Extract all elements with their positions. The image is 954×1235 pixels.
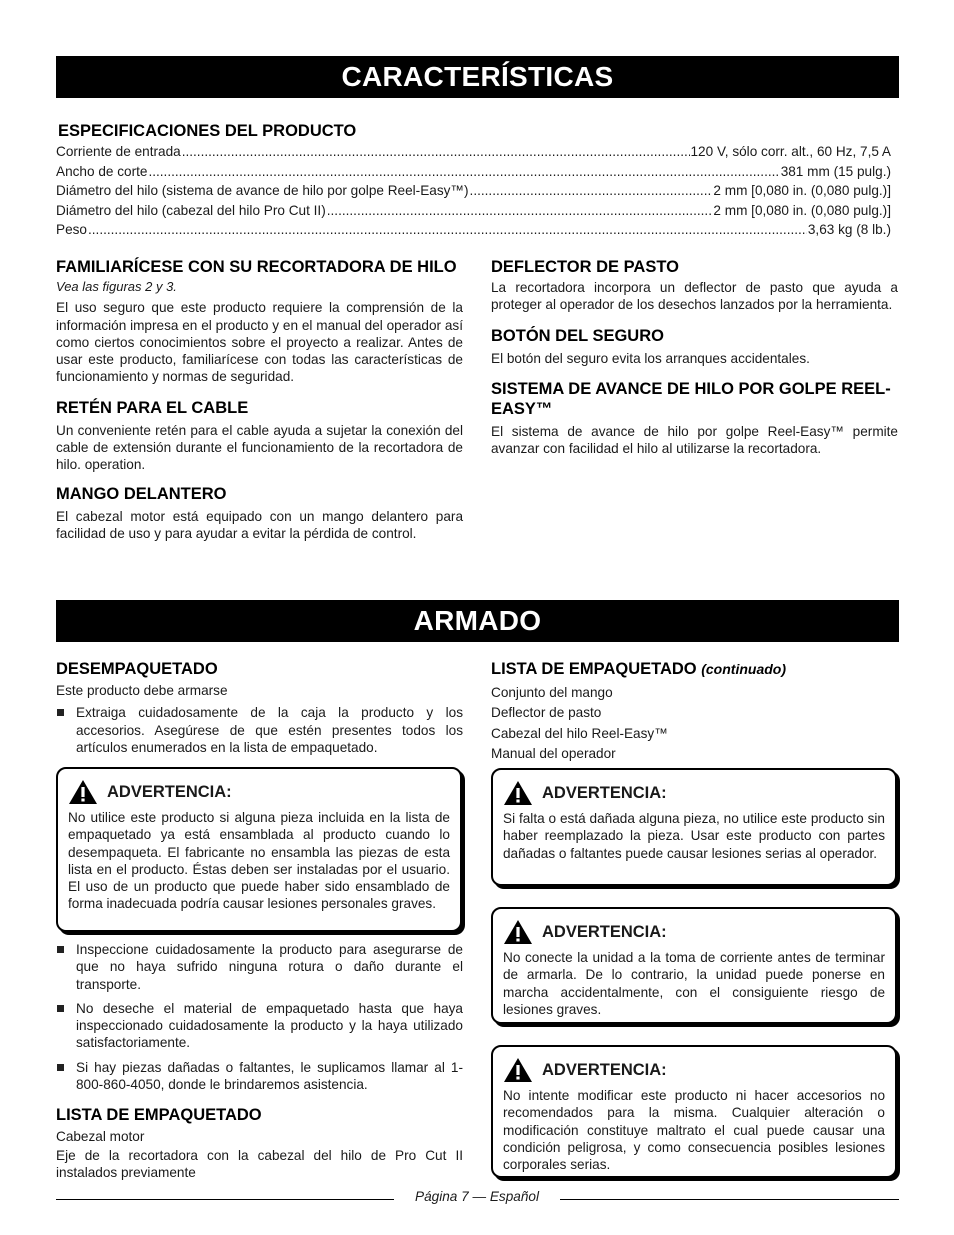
reel-easy-body: El sistema de avance de hilo por golpe Reel-Easy™ permite avanzar con facilidad el hilo al utilizarse la recortadora.	[491, 423, 898, 457]
page-number: Página 7 — Español	[394, 1189, 560, 1204]
warning-triangle-icon	[503, 1057, 533, 1083]
bullet-text: No deseche el material de empaquetado hasta que haya inspeccionado cuidadosamente la producto y la haya utilizado satisfactoriamente.	[76, 1000, 463, 1051]
cord-retainer-body: Un conveniente retén para el cable ayuda a sujetar la conexión del cable de extensión durante el funcionamiento de la recortadora de hilo. operation.	[56, 422, 463, 473]
spec-row	[56, 201, 891, 221]
spec-leader	[182, 142, 690, 162]
spec-row	[56, 181, 891, 201]
warning-box	[491, 1045, 897, 1178]
unpacking-more-bullets	[56, 941, 463, 1181]
bullet-text: Inspeccione cuidadosamente la producto para asegurarse de que no haya sufrido ninguna rotura o daño durante el transporte.	[76, 942, 463, 992]
spec-leader	[470, 181, 713, 201]
packing-list-heading: LISTA DE EMPAQUETADO	[56, 1106, 262, 1125]
packing-list-item: Eje de la recortadora con la cabezal del hilo de Pro Cut II instalados previamente	[56, 1147, 463, 1180]
list-item	[56, 941, 463, 993]
spec-value: 2 mm [0,080 in. (0,080 pulg.)]	[713, 202, 891, 218]
list-item	[56, 1000, 463, 1052]
list-item	[56, 704, 463, 756]
spec-leader	[88, 220, 807, 240]
square-bullet-icon	[57, 946, 64, 953]
unpacking-bullets	[56, 704, 463, 756]
inspection-bullets	[56, 941, 463, 1093]
spec-value: 381 mm (15 pulg.)	[780, 163, 891, 179]
spec-label: Diámetro del hilo (cabezal del hilo Pro Cut II)	[56, 202, 326, 218]
warning-triangle-icon	[503, 919, 533, 945]
lock-button-body: El botón del seguro evita los arranques accidentales.	[491, 350, 810, 366]
square-bullet-icon	[57, 709, 64, 716]
warning-header	[503, 1057, 885, 1083]
grass-deflector-body: La recortadora incorpora un deflector de pasto que ayuda a proteger al operador de los desechos lanzados por la herramienta.	[491, 280, 898, 313]
square-bullet-icon	[57, 1005, 64, 1012]
continued-note: (continuado)	[701, 661, 786, 677]
warning-header	[503, 780, 885, 806]
spec-row	[56, 142, 891, 162]
packing-list-continued-heading	[491, 659, 898, 679]
square-bullet-icon	[57, 1064, 64, 1071]
spec-value: 3,63 kg (8 lb.)	[807, 222, 891, 238]
warning-header	[503, 919, 885, 945]
bullet-text: Si hay piezas dañadas o faltantes, le suplicamos llamar al 1-800-860-4050, donde le brindaremos asistencia.	[76, 1059, 463, 1093]
warning-title: ADVERTENCIA:	[542, 1060, 667, 1079]
familiarize-heading: FAMILIARÍCESE CON SU RECORTADORA DE HILO	[56, 258, 457, 276]
warning-body: Si falta o está dañada alguna pieza, no utilice este producto sin haber reemplazado la pieza. Usar este producto con partes dañadas o faltantes puede causar lesiones serias al operador.	[503, 811, 885, 861]
bullet-text: Extraiga cuidadosamente de la caja la producto y los accesorios. Asegúrese de que estén presentes todos los artículos enumerados en la lista de empaquetado.	[76, 705, 463, 755]
unpacking-heading: DESEMPAQUETADO	[56, 660, 218, 678]
spec-label: Ancho de corte	[56, 163, 148, 179]
section-banner-armado: ARMADO	[56, 600, 899, 642]
features-left-column	[56, 257, 463, 542]
front-handle-heading: MANGO DELANTERO	[56, 484, 227, 503]
unpacking-intro: Este producto debe armarse	[56, 683, 228, 698]
features-right-column	[491, 257, 898, 457]
packing-list-item: Conjunto del mango	[491, 685, 613, 700]
specs-heading: ESPECIFICACIONES DEL PRODUCTO	[58, 122, 357, 140]
lock-button-heading: BOTÓN DEL SEGURO	[491, 326, 664, 345]
spec-leader	[327, 201, 713, 221]
warning-box	[491, 907, 897, 1024]
spec-value: 2 mm [0,080 in. (0,080 pulg.)]	[713, 183, 891, 199]
section-banner-caracteristicas: CARACTERÍSTICAS	[56, 56, 899, 98]
assembly-left-column	[56, 659, 463, 763]
warning-header	[68, 779, 450, 805]
spec-row	[56, 220, 891, 240]
spec-label: Diámetro del hilo (sistema de avance de hilo por golpe Reel-Easy™)	[56, 183, 469, 199]
packing-list-item: Cabezal del hilo Reel-Easy™	[491, 725, 668, 741]
packing-list-item: Deflector de pasto	[491, 705, 602, 721]
grass-deflector-heading: DEFLECTOR DE PASTO	[491, 258, 679, 276]
cord-retainer-heading: RETÉN PARA EL CABLE	[56, 398, 249, 417]
warning-title: ADVERTENCIA:	[107, 782, 232, 801]
warning-body: No intente modificar este producto ni hacer accesorios no recomendados para la misma. Cualquier alteración o modificación constituye maltrato el cual puede causar una condición peligrosa, y como consecuencia posibles lesiones corporales serias.	[503, 1088, 885, 1173]
warning-box	[491, 768, 897, 886]
spec-label: Corriente de entrada	[56, 144, 181, 159]
assembly-right-column	[491, 659, 898, 764]
packing-list-continued-title: LISTA DE EMPAQUETADO	[491, 660, 697, 678]
familiarize-body: El uso seguro que este producto requiere la comprensión de la información impresa en el producto y en el manual del operador así como ciertos conocimientos sobre el proyecto a realizar. Antes de usar este producto, familiarícese con todas las características de funcionamiento y normas de seguridad.	[56, 300, 463, 385]
warning-box	[56, 767, 462, 932]
warning-title: ADVERTENCIA:	[542, 783, 667, 802]
warning-title: ADVERTENCIA:	[542, 922, 667, 941]
warning-triangle-icon	[68, 779, 98, 805]
warning-body: No conecte la unidad a la toma de corriente antes de terminar de armarla. De lo contrario, la unidad puede ponerse en marcha accidentalmente, con el consiguiente riesgo de lesiones graves.	[503, 950, 885, 1017]
warning-triangle-icon	[503, 780, 533, 806]
spec-row	[56, 162, 891, 182]
spec-label: Peso	[56, 222, 87, 238]
packing-list-item: Cabezal motor	[56, 1129, 145, 1145]
reel-easy-heading: SISTEMA DE AVANCE DE HILO POR GOLPE REEL-EASY™	[491, 379, 891, 418]
spec-leader	[148, 162, 779, 182]
spec-value: 120 V, sólo corr. alt., 60 Hz, 7,5 A	[690, 144, 891, 159]
warning-body: No utilice este producto si alguna pieza incluida en la lista de empaquetado ya está ensamblada al producto cuando lo desempaqueta. El fabricante no ensambla las piezas de esta lista en el producto. Éstas deben ser instaladas por el usuario. El uso de un producto que puede haber sido ensamblado de forma inadecuada podría causar lesiones personales graves.	[68, 810, 450, 912]
list-item	[56, 1059, 463, 1094]
packing-list-item: Manual del operador	[491, 745, 616, 761]
figure-reference: Vea las figuras 2 y 3.	[56, 279, 177, 294]
specs-section	[56, 121, 891, 240]
front-handle-body: El cabezal motor está equipado con un mango delantero para facilidad de uso y para ayudar a evitar la pérdida de control.	[56, 508, 463, 541]
